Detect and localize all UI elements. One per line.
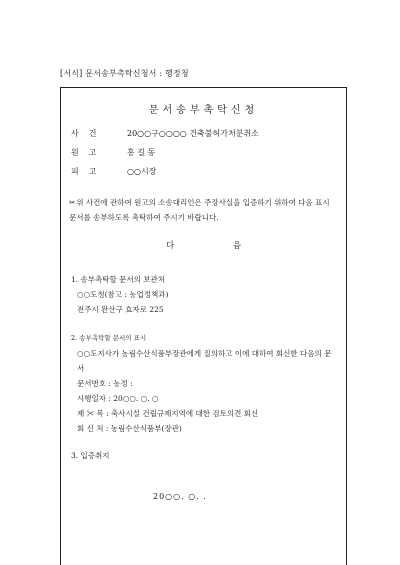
party-row-plaintiff (71, 147, 155, 158)
section1-line: 전주시 완산구 효자로 225 (77, 305, 164, 314)
document-date: 20○○. ○. . (153, 492, 207, 501)
section1-title: 1. 송부촉탁할 문서의 보관처 (71, 275, 166, 284)
party-label: 원고 (71, 148, 107, 157)
request-text: 위 사건에 관하여 원고의 소송대리인은 주장사실을 입증하기 위하여 다음 표시 문서를 송부하도록 촉탁하여 주시기 바랍니다. (69, 198, 330, 222)
section2-item: 제 ✂ 목 : 축사시설 건립규제지역에 대한 검토의견 회신 (77, 409, 259, 418)
document-frame (60, 87, 347, 565)
party-row-defendant (71, 166, 156, 177)
section3-title: 3. 입증취지 (71, 451, 110, 460)
section2-description: ○○도지사가 농림수산식품부장관에게 질의하고 이에 대하여 회신한 다음의 문서 (77, 349, 332, 373)
party-value: 20○○구○○○○ 건축불허가처분취소 (127, 129, 259, 138)
party-label: 피고 (71, 167, 107, 176)
section2-item: 시행일자 : 20○○. ○. ○ (77, 394, 159, 403)
section2-item: 회 신 처 : 농림수산식품부(장관) (77, 424, 182, 433)
document-title: 문서송부촉탁신청 (148, 105, 259, 116)
section-heading: 다 음 (165, 241, 242, 251)
section2-item: 문서번호 : 농정 : (77, 379, 133, 388)
section1-line: ○○도청(참고 : 농업정책과) (77, 290, 169, 299)
form-caption: [서식] 문서송부촉탁신청서 : 행정청 (60, 69, 189, 78)
party-value: ○○시장 (127, 167, 157, 176)
scissors-icon: ✂ (69, 198, 76, 207)
request-paragraph (69, 195, 338, 225)
section2-title: 2. 송부촉탁할 문서의 표시 (71, 334, 147, 342)
party-value: 홍 길 동 (127, 148, 156, 157)
party-row-case (71, 128, 259, 139)
party-label: 사건 (71, 129, 107, 138)
